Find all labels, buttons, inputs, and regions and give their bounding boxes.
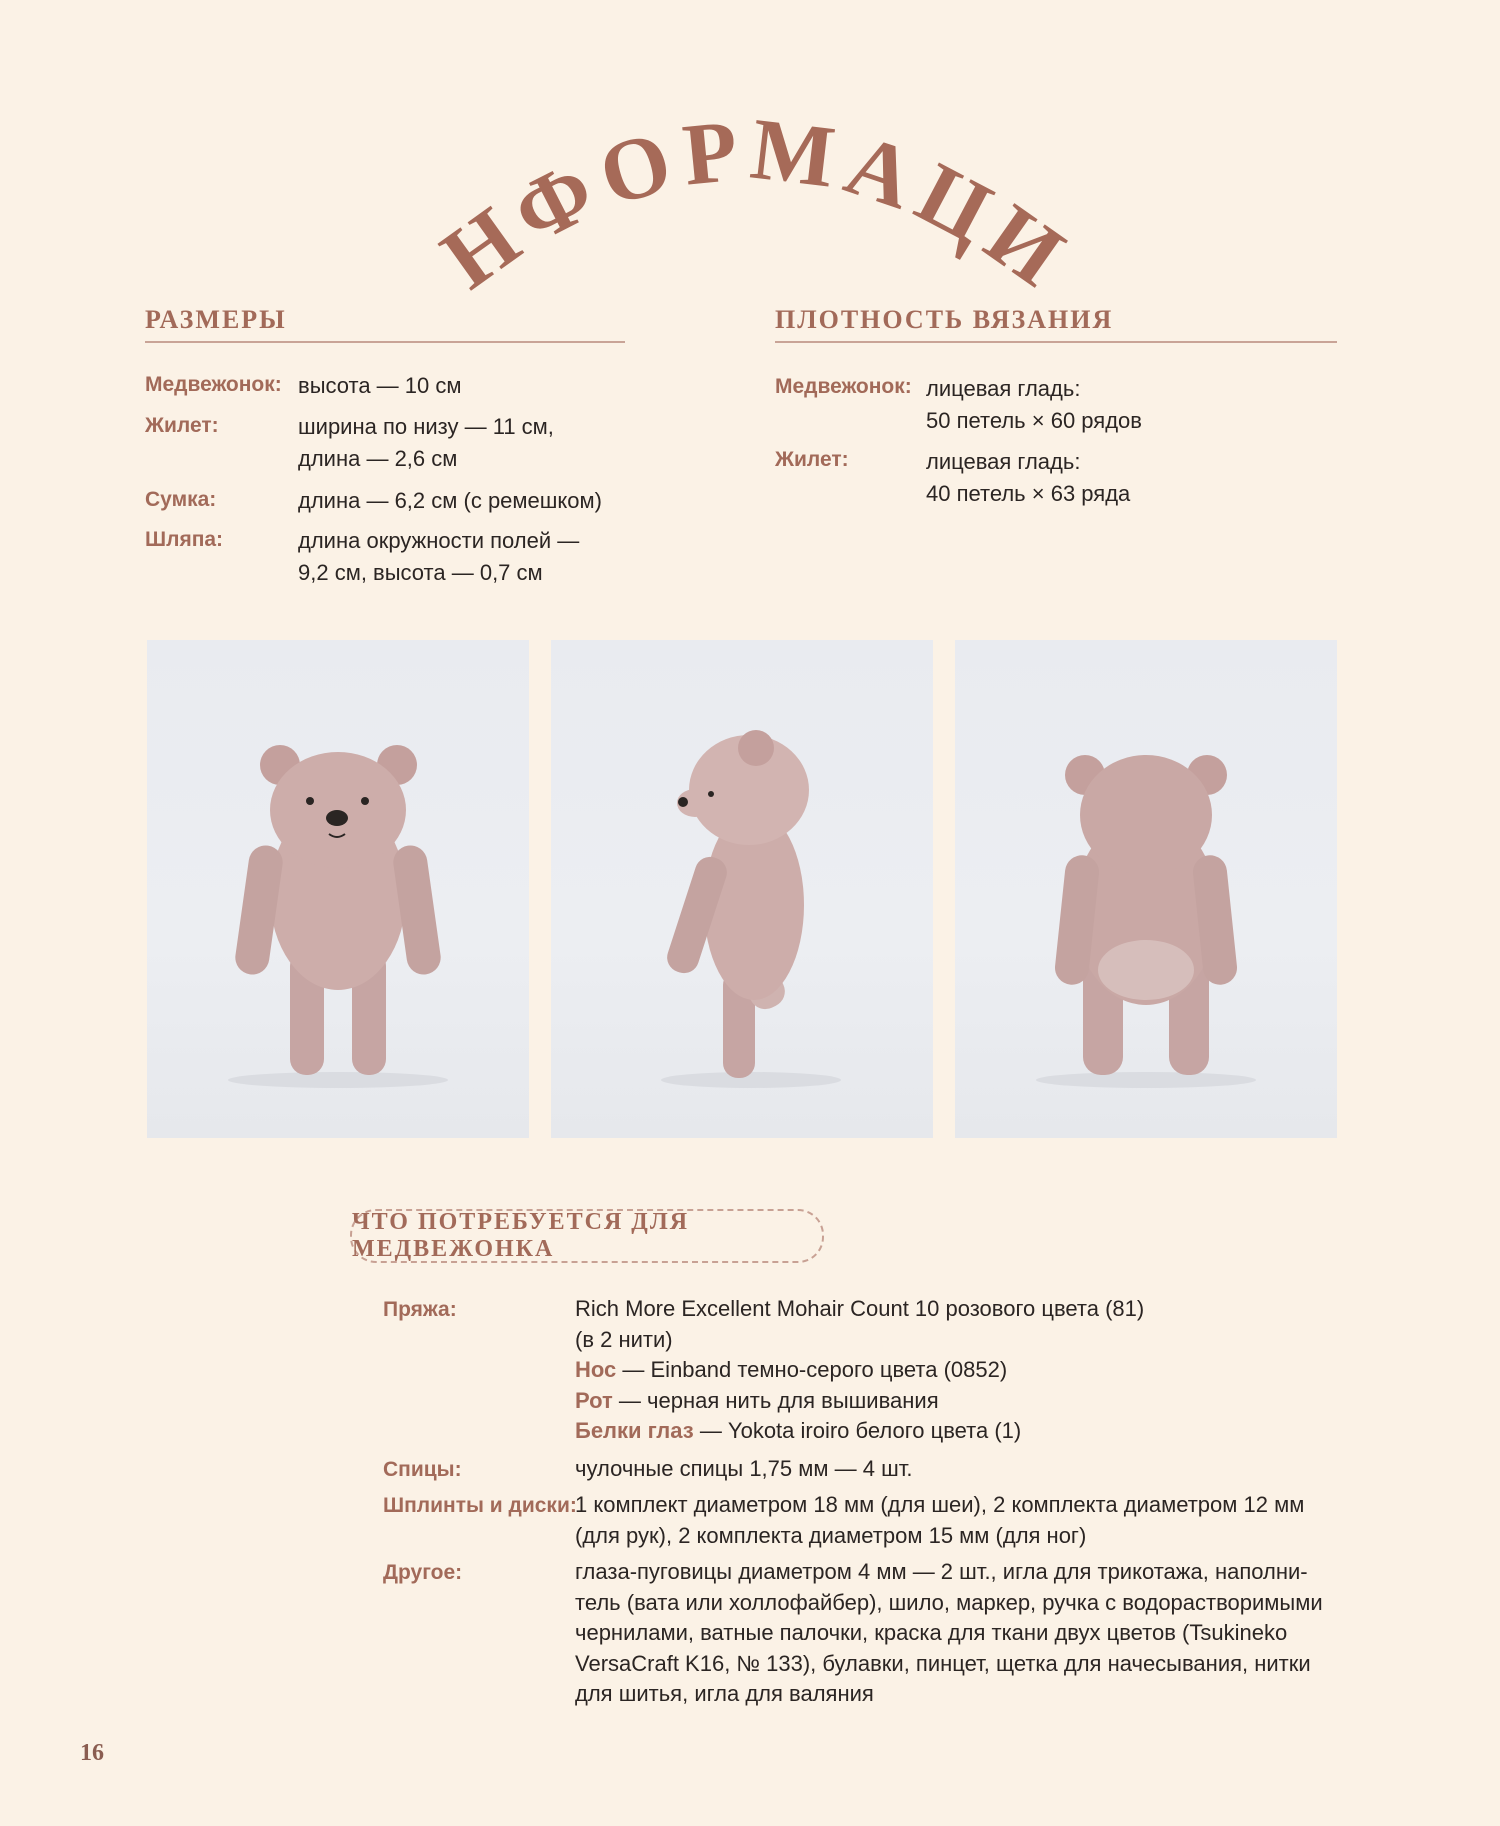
sizes-label-bag: Сумка: [145,488,217,511]
bear-back-illustration [955,640,1337,1138]
page-title-textpath: ИНФОРМАЦИЯ [400,18,1089,311]
sizes-divider [145,341,625,343]
yarn-nose-text: — Einband темно-серого цвета (0852) [616,1357,1008,1382]
yarn-eyes-label: Белки глаз [575,1418,694,1443]
yarn-eyes-text: — Yokota iroiro белого цвета (1) [693,1418,1022,1443]
materials-label-other: Другое: [383,1561,463,1584]
sizes-value-bag [298,485,602,517]
materials-value-yarn [575,1294,1395,1447]
page-title [400,18,1089,311]
yarn-line: Rich More Excellent Mohair Count 10 розового цвета (81) [575,1296,1145,1321]
bear-photo-front [147,640,529,1138]
gauge-value-line: 40 петель × 63 ряда [926,481,1131,506]
sizes-value-line: 9,2 см, высота — 0,7 см [298,560,543,585]
other-line: глаза-пуговицы диаметром 4 мм — 2 шт., игла для трикотажа, наполни- [575,1559,1308,1584]
sizes-value-line: длина — 2,6 см [298,446,458,471]
sizes-label-vest: Жилет: [145,414,219,437]
yarn-nose-label: Нос [575,1357,617,1382]
materials-badge: ЧТО ПОТРЕБУЕТСЯ ДЛЯ МЕДВЕЖОНКА [350,1209,824,1263]
other-line: тель (вата или холлофайбер), шило, маркер, ручка с водорастворимыми [575,1589,1323,1615]
sizes-label-hat: Шляпа: [145,528,224,551]
joints-line: 1 комплект диаметром 18 мм (для шеи), 2 комплекта диаметром 12 мм [575,1492,1305,1517]
needles-line: чулочные спицы 1,75 мм — 4 шт. [575,1456,913,1481]
other-line: для шитья, игла для валяния [575,1681,874,1706]
bear-photo-side [551,640,933,1138]
sizes-value-bear [298,370,462,402]
gauge-value-bear [926,373,1142,437]
sizes-value-line: длина — 6,2 см (с ремешком) [298,488,602,513]
other-line: VersaCraft K16, № 133), булавки, пинцет, щетка для начесывания, нитки [575,1650,1311,1676]
sizes-value-line: ширина по низу — 11 см, [298,414,554,439]
materials-value-other [575,1557,1395,1710]
materials-label-needles: Спицы: [383,1458,462,1481]
gauge-label-bear: Медвежонок: [775,375,912,398]
gauge-divider [775,341,1337,343]
joints-line: (для рук), 2 комплекта диаметром 15 мм (для ног) [575,1522,1087,1548]
yarn-mouth-text: — черная нить для вышивания [612,1387,939,1413]
materials-value-needles [575,1454,1395,1485]
yarn-line: (в 2 нити) [575,1326,673,1352]
gauge-value-line: 50 петель × 60 рядов [926,408,1142,433]
gauge-value-line: лицевая гладь: [926,376,1081,401]
bear-photo-back [955,640,1337,1138]
gauge-label-vest: Жилет: [775,448,849,471]
yarn-eyes-line [575,1416,1395,1447]
sizes-label-bear: Медвежонок: [145,373,282,396]
materials-label-joints: Шплинты и диски: [383,1494,577,1517]
other-line: чернилами, ватные палочки, краска для ткани двух цветов (Tsukineko [575,1620,1288,1645]
yarn-mouth-label: Рот [575,1387,613,1413]
yarn-mouth-line [575,1386,1395,1417]
gauge-value-line: лицевая гладь: [926,449,1081,474]
bear-front-illustration [147,640,529,1138]
sizes-heading: РАЗМЕРЫ [145,305,287,334]
sizes-value-line: длина окружности полей — [298,528,580,553]
sizes-value-hat [298,525,579,589]
yarn-nose-line [575,1355,1395,1386]
page-title-text [401,18,1089,311]
gauge-value-vest [926,446,1130,510]
gauge-heading: ПЛОТНОСТЬ ВЯЗАНИЯ [775,305,1114,334]
sizes-value-vest [298,411,554,475]
materials-value-joints [575,1490,1395,1551]
sizes-value-line: высота — 10 см [298,373,462,398]
page-number: 16 [80,1740,104,1766]
materials-label-yarn: Пряжа: [383,1298,457,1321]
bear-side-illustration [551,640,933,1138]
